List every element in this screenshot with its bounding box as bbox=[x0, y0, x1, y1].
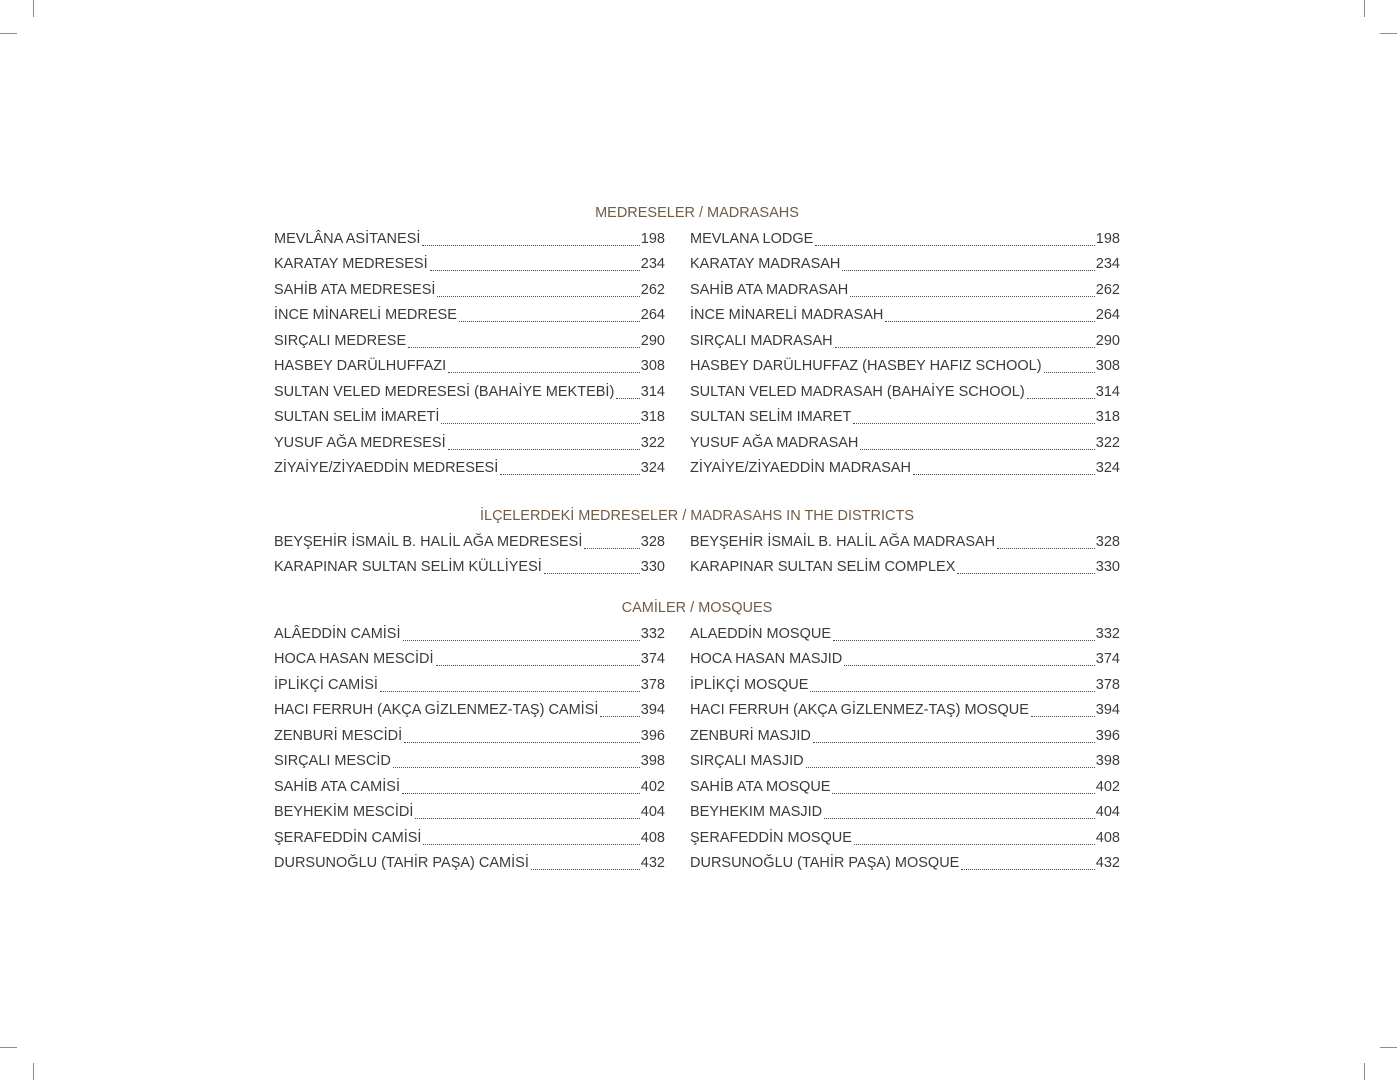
dot-leader bbox=[844, 647, 1095, 666]
toc-entry bbox=[690, 278, 1120, 304]
entry-title: HASBEY DARÜLHUFFAZ (HASBEY HAFIZ SCHOOL) bbox=[690, 358, 1042, 374]
entry-title: İPLİKÇİ MOSQUE bbox=[690, 676, 809, 693]
toc-section-district-madrasahs bbox=[274, 504, 1120, 575]
dot-leader bbox=[437, 278, 639, 297]
entry-title: SIRÇALI MASJID bbox=[690, 753, 804, 769]
page-number: 398 bbox=[640, 753, 665, 769]
entry-title: BEYŞEHİR İSMAİL B. HALİL AĞA MADRASAH bbox=[690, 533, 996, 550]
entry-title: BEYHEKIM MASJID bbox=[690, 804, 823, 820]
toc-entry bbox=[690, 456, 1120, 482]
crop-mark bbox=[0, 1047, 17, 1048]
entry-title: SIRÇALI MEDRESE bbox=[274, 332, 407, 349]
dot-leader bbox=[430, 252, 640, 271]
entry-title: KARAPINAR SULTAN SELİM COMPLEX bbox=[690, 559, 956, 575]
dot-leader bbox=[815, 227, 1095, 246]
entry-title: KARATAY MEDRESESİ bbox=[274, 256, 428, 272]
english-column bbox=[690, 530, 1120, 581]
toc-entry bbox=[274, 380, 665, 406]
entry-title: HOCA HASAN MASJID bbox=[690, 651, 843, 667]
toc-entry bbox=[274, 800, 665, 826]
page-number: 404 bbox=[1095, 804, 1120, 820]
dot-leader bbox=[436, 647, 640, 666]
page-number: 262 bbox=[1095, 281, 1120, 298]
entry-title: İNCE MİNARELİ MADRASAH bbox=[690, 307, 884, 323]
dot-leader bbox=[584, 530, 639, 549]
dot-leader bbox=[850, 278, 1095, 297]
page-number: 330 bbox=[640, 559, 665, 575]
section-title: CAMİLER / MOSQUES bbox=[621, 600, 773, 616]
entry-title: ZENBURİ MASJID bbox=[690, 727, 811, 744]
page-number: 198 bbox=[640, 230, 665, 247]
entry-title: BEYHEKİM MESCİDİ bbox=[274, 804, 414, 820]
toc-section-madrasahs bbox=[274, 201, 1120, 476]
page-number: 290 bbox=[640, 332, 665, 349]
dot-leader bbox=[459, 303, 640, 322]
crop-mark bbox=[1380, 33, 1397, 34]
page-number: 318 bbox=[1095, 409, 1120, 425]
dot-leader bbox=[961, 851, 1094, 870]
page-number: 394 bbox=[1095, 702, 1120, 718]
dot-leader bbox=[813, 724, 1095, 743]
entry-title: HOCA HASAN MESCİDİ bbox=[274, 651, 434, 667]
entry-title: KARATAY MADRASAH bbox=[690, 256, 841, 272]
dot-leader bbox=[1044, 354, 1095, 373]
page-number: 394 bbox=[640, 702, 665, 718]
page-number: 408 bbox=[1095, 829, 1120, 846]
page-number: 330 bbox=[1095, 559, 1120, 575]
page-number: 308 bbox=[1095, 358, 1120, 374]
dot-leader bbox=[832, 775, 1094, 794]
dot-leader bbox=[842, 252, 1094, 271]
entry-title: ŞERAFEDDİN MOSQUE bbox=[690, 829, 852, 846]
toc-entry bbox=[690, 555, 1120, 581]
english-column bbox=[690, 227, 1120, 482]
toc-entry bbox=[274, 303, 665, 329]
entry-title: SIRÇALI MESCİD bbox=[274, 753, 391, 769]
english-column bbox=[690, 622, 1120, 877]
toc-entry bbox=[690, 724, 1120, 750]
dot-leader bbox=[531, 851, 640, 870]
dot-leader bbox=[380, 673, 640, 692]
dot-leader bbox=[408, 329, 640, 348]
page-number: 378 bbox=[1095, 676, 1120, 693]
toc-section-mosques bbox=[274, 596, 1120, 871]
crop-mark bbox=[33, 0, 34, 17]
dot-leader bbox=[957, 555, 1094, 574]
page-number: 290 bbox=[1095, 332, 1120, 349]
dot-leader bbox=[835, 329, 1095, 348]
toc-entry bbox=[274, 622, 665, 648]
page-number: 432 bbox=[1095, 855, 1120, 871]
crop-mark bbox=[1380, 1047, 1397, 1048]
entry-title: HACI FERRUH (AKÇA GİZLENMEZ-TAŞ) CAMİSİ bbox=[274, 702, 599, 718]
page-number: 374 bbox=[640, 651, 665, 667]
toc-entry bbox=[690, 252, 1120, 278]
entry-title: SULTAN SELİM IMARET bbox=[690, 409, 852, 425]
section-title: MEDRESELER / MADRASAHS bbox=[595, 205, 799, 221]
toc-entry bbox=[274, 826, 665, 852]
toc-entry bbox=[274, 673, 665, 699]
section-title: İLÇELERDEKİ MEDRESELER / MADRASAHS IN THE DISTRICTS bbox=[479, 508, 915, 524]
page-number: 308 bbox=[640, 358, 665, 374]
turkish-column bbox=[274, 622, 665, 877]
toc-entry bbox=[274, 456, 665, 482]
dot-leader bbox=[1027, 380, 1095, 399]
page-number: 318 bbox=[640, 409, 665, 425]
entry-title: SULTAN SELİM İMARETİ bbox=[274, 409, 440, 425]
entry-title: DURSUNOĞLU (TAHİR PAŞA) MOSQUE bbox=[690, 855, 960, 871]
page-number: 324 bbox=[1095, 460, 1120, 476]
toc-entry bbox=[690, 405, 1120, 431]
entry-title: SAHİB ATA MEDRESESİ bbox=[274, 281, 436, 298]
page-number: 332 bbox=[640, 625, 665, 642]
toc-entry bbox=[690, 329, 1120, 355]
entry-title: SAHİB ATA MOSQUE bbox=[690, 778, 831, 795]
page-number: 404 bbox=[640, 804, 665, 820]
toc-entry bbox=[274, 555, 665, 581]
dot-leader bbox=[448, 431, 640, 450]
dot-leader bbox=[422, 227, 639, 246]
toc-entry bbox=[274, 278, 665, 304]
page-number: 264 bbox=[640, 307, 665, 323]
dot-leader bbox=[448, 354, 640, 373]
toc-entry bbox=[690, 673, 1120, 699]
toc-entry bbox=[690, 647, 1120, 673]
dot-leader bbox=[402, 775, 640, 794]
page-number: 314 bbox=[640, 383, 665, 400]
toc-entry bbox=[274, 405, 665, 431]
turkish-column bbox=[274, 227, 665, 482]
page-number: 234 bbox=[640, 256, 665, 272]
page-number: 374 bbox=[1095, 651, 1120, 667]
entry-title: DURSUNOĞLU (TAHİR PAŞA) CAMİSİ bbox=[274, 855, 529, 871]
dot-leader bbox=[853, 405, 1094, 424]
entry-title: ŞERAFEDDİN CAMİSİ bbox=[274, 829, 422, 846]
entry-title: SAHİB ATA CAMİSİ bbox=[274, 778, 400, 795]
toc-entry bbox=[690, 354, 1120, 380]
toc-entry bbox=[274, 647, 665, 673]
entry-title: SULTAN VELED MADRASAH (BAHAİYE SCHOOL) bbox=[690, 383, 1025, 400]
page-number: 396 bbox=[1095, 727, 1120, 744]
entry-title: BEYŞEHİR İSMAİL B. HALİL AĞA MEDRESESİ bbox=[274, 533, 583, 550]
toc-entry bbox=[274, 698, 665, 724]
dot-leader bbox=[1031, 698, 1095, 717]
toc-entry bbox=[690, 800, 1120, 826]
dot-leader bbox=[403, 622, 640, 641]
entry-title: ZENBURİ MESCİDİ bbox=[274, 727, 403, 744]
crop-mark bbox=[33, 1063, 34, 1080]
entry-title: SAHİB ATA MADRASAH bbox=[690, 281, 849, 298]
dot-leader bbox=[885, 303, 1094, 322]
toc-entry bbox=[274, 724, 665, 750]
dot-leader bbox=[997, 530, 1095, 549]
dot-leader bbox=[833, 622, 1095, 641]
entry-title: YUSUF AĞA MADRASAH bbox=[690, 434, 859, 451]
page-number: 396 bbox=[640, 727, 665, 744]
dot-leader bbox=[423, 826, 639, 845]
entry-title: ZİYAİYE/ZİYAEDDİN MEDRESESİ bbox=[274, 460, 499, 476]
toc-entry bbox=[274, 329, 665, 355]
toc-entry bbox=[690, 851, 1120, 877]
entry-title: ALÂEDDİN CAMİSİ bbox=[274, 625, 401, 642]
toc-entry bbox=[274, 749, 665, 775]
toc-entry bbox=[690, 431, 1120, 457]
toc-entry bbox=[690, 530, 1120, 556]
toc-entry bbox=[690, 303, 1120, 329]
page-number: 398 bbox=[1095, 753, 1120, 769]
dot-leader bbox=[441, 405, 639, 424]
dot-leader bbox=[393, 749, 640, 768]
entry-title: İNCE MİNARELİ MEDRESE bbox=[274, 307, 457, 323]
page-number: 234 bbox=[1095, 256, 1120, 272]
page-number: 378 bbox=[640, 676, 665, 693]
page-number: 314 bbox=[1095, 383, 1120, 400]
entry-title: KARAPINAR SULTAN SELİM KÜLLİYESİ bbox=[274, 559, 542, 575]
toc-entry bbox=[690, 622, 1120, 648]
toc-entry bbox=[274, 227, 665, 253]
toc-entry bbox=[690, 227, 1120, 253]
dot-leader bbox=[600, 698, 639, 717]
page-number: 402 bbox=[640, 778, 665, 795]
toc-entry bbox=[690, 749, 1120, 775]
page-number: 264 bbox=[1095, 307, 1120, 323]
page-number: 322 bbox=[640, 434, 665, 451]
dot-leader bbox=[544, 555, 640, 574]
toc-entry bbox=[274, 530, 665, 556]
toc-entry bbox=[690, 826, 1120, 852]
toc-entry bbox=[274, 252, 665, 278]
page-number: 324 bbox=[640, 460, 665, 476]
entry-title: ALAEDDİN MOSQUE bbox=[690, 625, 831, 642]
toc-entry bbox=[274, 775, 665, 801]
turkish-column bbox=[274, 530, 665, 581]
page-number: 408 bbox=[640, 829, 665, 846]
crop-mark bbox=[1364, 1063, 1365, 1080]
dot-leader bbox=[404, 724, 640, 743]
dot-leader bbox=[860, 431, 1094, 450]
page-number: 262 bbox=[640, 281, 665, 298]
entry-title: HACI FERRUH (AKÇA GİZLENMEZ-TAŞ) MOSQUE bbox=[690, 702, 1029, 718]
toc-entry bbox=[690, 380, 1120, 406]
dot-leader bbox=[913, 456, 1095, 475]
entry-title: MEVLÂNA ASİTANESİ bbox=[274, 230, 421, 247]
dot-leader bbox=[824, 800, 1095, 819]
dot-leader bbox=[810, 673, 1094, 692]
crop-mark bbox=[1364, 0, 1365, 17]
dot-leader bbox=[500, 456, 640, 475]
entry-title: YUSUF AĞA MEDRESESİ bbox=[274, 434, 446, 451]
page-number: 432 bbox=[640, 855, 665, 871]
page-number: 322 bbox=[1095, 434, 1120, 451]
toc-entry bbox=[274, 431, 665, 457]
page-number: 328 bbox=[640, 533, 665, 550]
page-number: 402 bbox=[1095, 778, 1120, 795]
dot-leader bbox=[616, 380, 640, 399]
toc-entry bbox=[274, 354, 665, 380]
entry-title: HASBEY DARÜLHUFFAZI bbox=[274, 358, 447, 374]
page-number: 328 bbox=[1095, 533, 1120, 550]
page-number: 332 bbox=[1095, 625, 1120, 642]
toc-entry bbox=[690, 698, 1120, 724]
entry-title: İPLİKÇİ CAMİSİ bbox=[274, 676, 378, 693]
entry-title: SIRÇALI MADRASAH bbox=[690, 332, 833, 349]
page-number: 198 bbox=[1095, 230, 1120, 247]
entry-title: ZİYAİYE/ZİYAEDDİN MADRASAH bbox=[690, 460, 912, 476]
toc-entry bbox=[274, 851, 665, 877]
entry-title: SULTAN VELED MEDRESESİ (BAHAİYE MEKTEBİ) bbox=[274, 383, 615, 400]
toc-entry bbox=[690, 775, 1120, 801]
crop-mark bbox=[0, 33, 17, 34]
dot-leader bbox=[415, 800, 639, 819]
entry-title: MEVLANA LODGE bbox=[690, 230, 814, 247]
dot-leader bbox=[806, 749, 1095, 768]
dot-leader bbox=[854, 826, 1095, 845]
